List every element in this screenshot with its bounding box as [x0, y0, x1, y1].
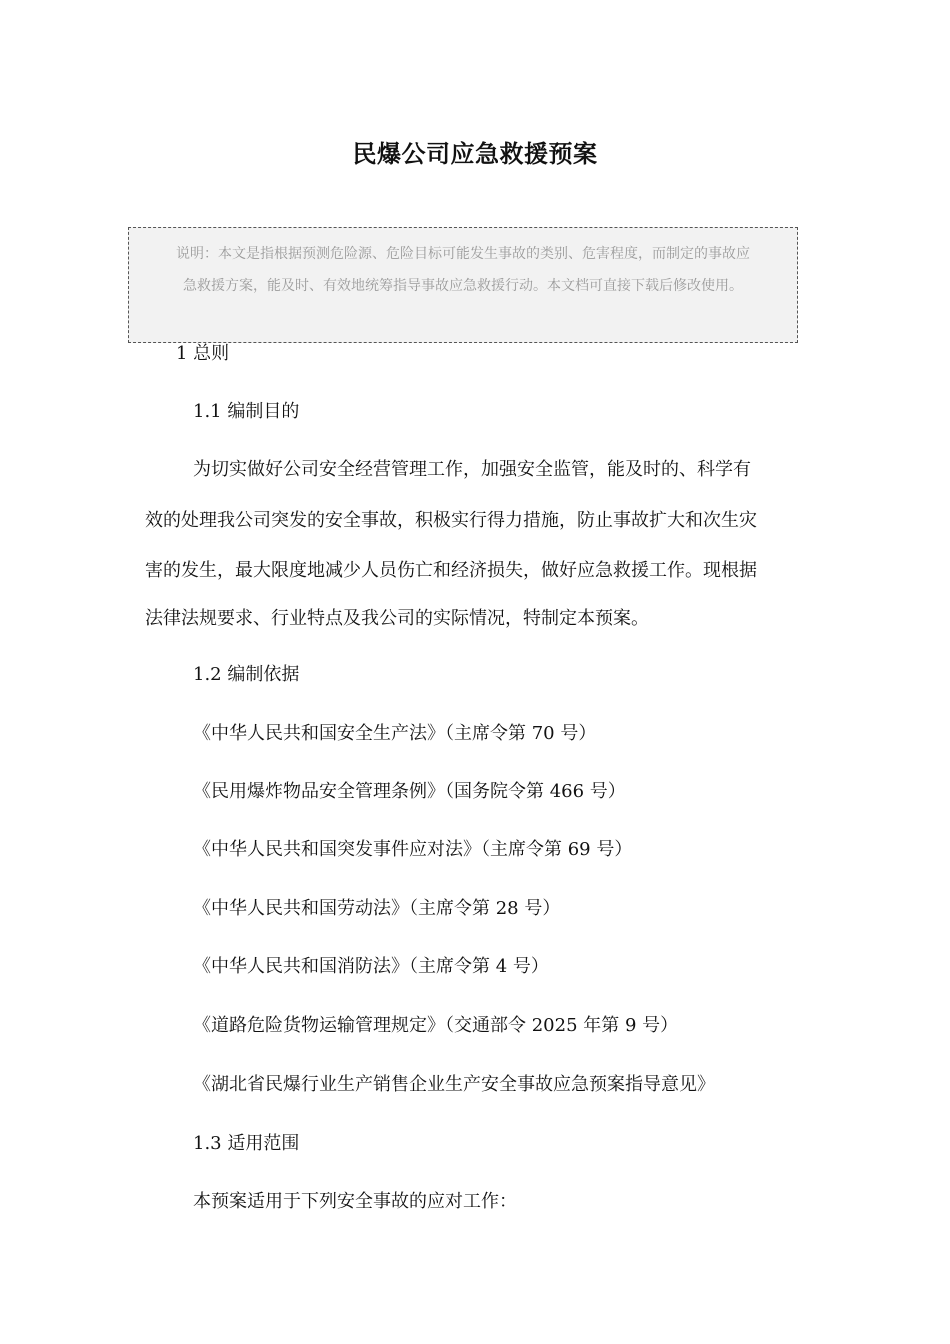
law-item: 《中华人民共和国安全生产法》（主席令第 70 号） [193, 723, 597, 744]
paragraph-line: 本预案适用于下列安全事故的应对工作： [193, 1191, 517, 1212]
subsection-heading: 1.2 编制依据 [193, 664, 300, 685]
law-item: 《湖北省民爆行业生产销售企业生产安全事故应急预案指导意见》 [193, 1074, 715, 1095]
paragraph-line: 法律法规要求、行业特点及我公司的实际情况，特制定本预案。 [145, 608, 649, 629]
law-item: 《中华人民共和国劳动法》（主席令第 28 号） [193, 898, 561, 919]
note-line: 急救援方案，能及时、有效地统筹指导事故应急救援行动。本文档可直接下载后修改使用。 [183, 278, 743, 294]
document-title: 民爆公司应急救援预案 [352, 140, 598, 168]
law-item: 《道路危险货物运输管理规定》（交通部令 2025 年第 9 号） [193, 1015, 679, 1036]
paragraph-line: 害的发生，最大限度地减少人员伤亡和经济损失，做好应急救援工作。现根据 [145, 560, 757, 581]
note-box [128, 227, 798, 343]
section-heading: 1 总则 [176, 343, 230, 364]
paragraph-line: 为切实做好公司安全经营管理工作，加强安全监管，能及时的、科学有 [193, 459, 751, 480]
subsection-heading: 1.1 编制目的 [193, 401, 300, 422]
law-item: 《中华人民共和国突发事件应对法》（主席令第 69 号） [193, 839, 633, 860]
law-item: 《中华人民共和国消防法》（主席令第 4 号） [193, 956, 549, 977]
paragraph-line: 效的处理我公司突发的安全事故，积极实行得力措施，防止事故扩大和次生灾 [145, 510, 757, 531]
note-line: 说明：本文是指根据预测危险源、危险目标可能发生事故的类别、危害程度，而制定的事故应 [176, 246, 750, 262]
law-item: 《民用爆炸物品安全管理条例》（国务院令第 466 号） [193, 781, 626, 802]
subsection-heading: 1.3 适用范围 [193, 1133, 300, 1154]
